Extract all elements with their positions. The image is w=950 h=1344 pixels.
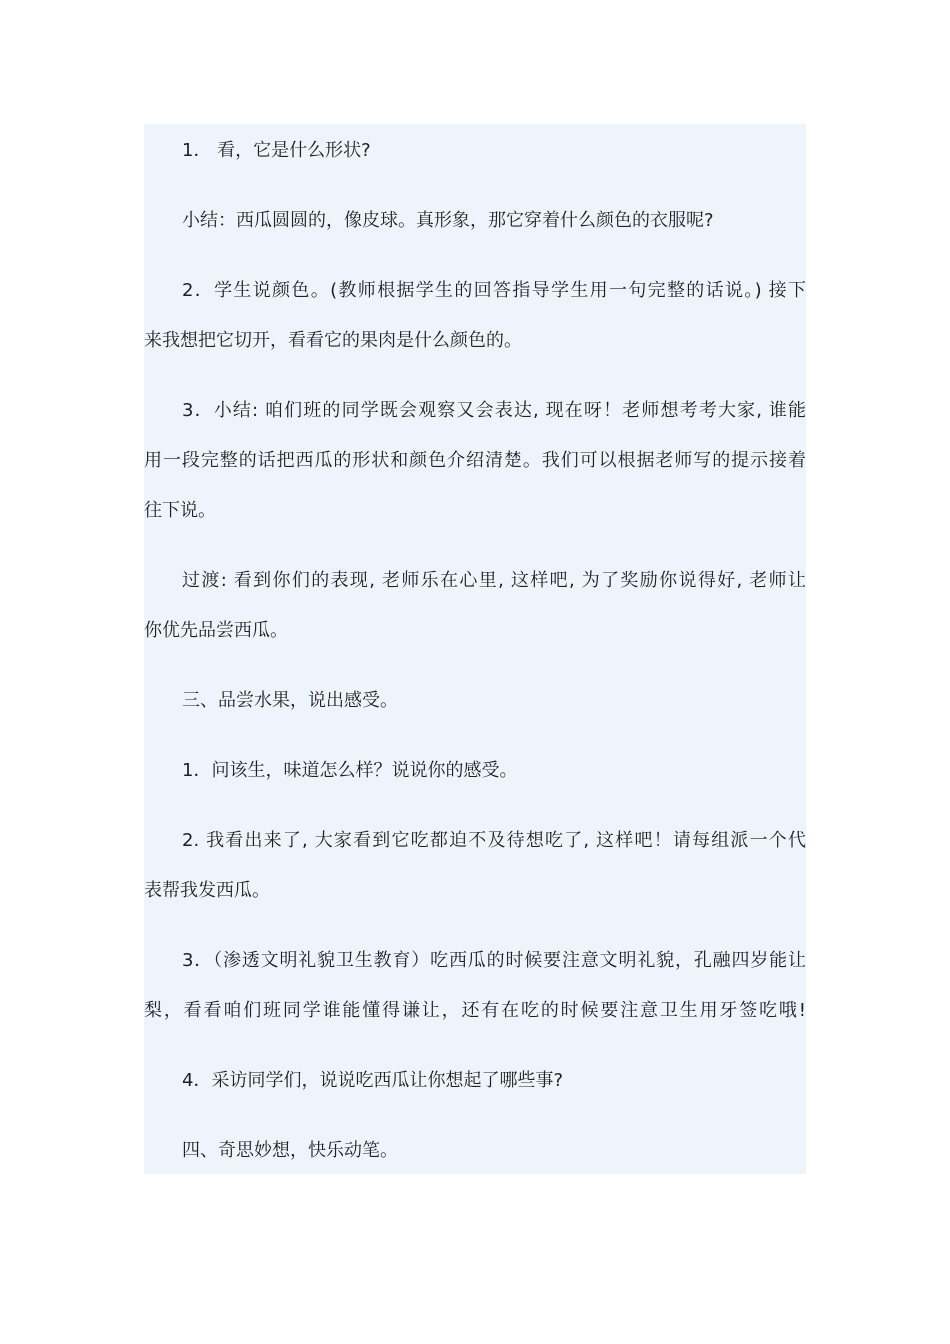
paragraph-distribute-line-2: 表帮我发西瓜。: [144, 880, 270, 901]
lesson-plan-text-block: [144, 124, 806, 1174]
paragraph-transition-line-1: 过渡: 看到你们的表现, 老师乐在心里, 这样吧, 为了奖励你说得好, 老师让: [182, 570, 806, 591]
paragraph-etiquette-line-2: 梨，看看咱们班同学谁能懂得谦让，还有在吃的时候要注意卫生用牙签吃哦!: [144, 1000, 806, 1021]
paragraph-color-line-2: 来我想把它切开，看看它的果肉是什么颜色的。: [144, 330, 522, 351]
paragraph-summary-line-1: 3．小结: 咱们班的同学既会观察又会表达, 现在呀！老师想考考大家, 谁能: [182, 400, 806, 421]
paragraph-distribute-line-1: 2. 我看出来了, 大家看到它吃都迫不及待想吃了, 这样吧！请每组派一个代: [182, 830, 806, 851]
section-heading-writing: 四、奇思妙想，快乐动笔。: [182, 1140, 398, 1161]
paragraph-ask-taste: 1．问该生，味道怎么样？说说你的感受。: [182, 760, 518, 781]
paragraph-shape-question: 1． 看，它是什么形状?: [182, 140, 371, 161]
paragraph-summary-line-3: 往下说。: [144, 500, 216, 521]
paragraph-summary-line-2: 用一段完整的话把西瓜的形状和颜色介绍清楚。我们可以根据老师写的提示接着: [144, 450, 806, 471]
section-heading-tasting: 三、品尝水果，说出感受。: [182, 690, 398, 711]
paragraph-summary-shape: 小结：西瓜圆圆的，像皮球。真形象，那它穿着什么颜色的衣服呢?: [182, 210, 714, 231]
paragraph-etiquette-line-1: 3．（渗透文明礼貌卫生教育）吃西瓜的时候要注意文明礼貌，孔融四岁能让: [182, 950, 806, 971]
paragraph-transition-line-2: 你优先品尝西瓜。: [144, 620, 288, 641]
paragraph-interview: 4．采访同学们，说说吃西瓜让你想起了哪些事?: [182, 1070, 564, 1091]
paragraph-color-line-1: 2．学生说颜色。(教师根据学生的回答指导学生用一句完整的话说。) 接下: [182, 280, 806, 301]
